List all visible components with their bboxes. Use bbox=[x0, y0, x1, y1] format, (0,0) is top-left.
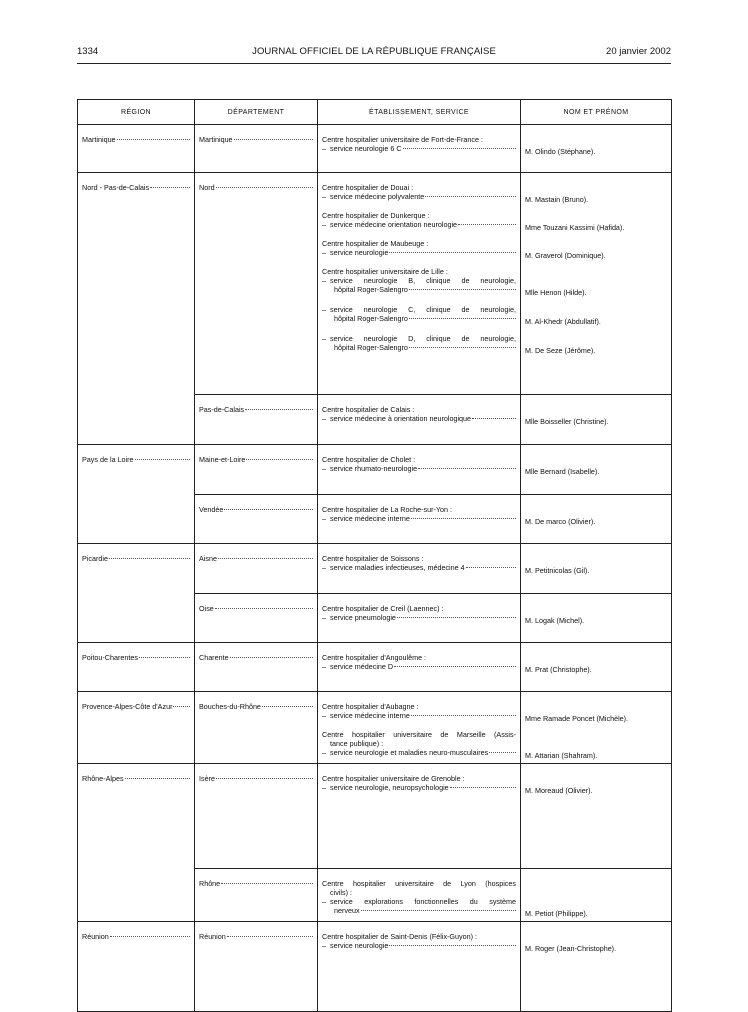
dash-marker: – bbox=[322, 464, 326, 473]
etablissement-name: Centre hospitalier de Cholet : bbox=[322, 455, 416, 464]
service-item bbox=[322, 220, 516, 229]
column-header: DÉPARTEMENT bbox=[195, 100, 318, 125]
service-line: service rhumato-neurologie bbox=[330, 464, 516, 473]
etablissement-name: Centre hospitalier universitaire de Marseille (Assis- bbox=[322, 730, 516, 739]
service-line: service médecine orientation neurologie bbox=[330, 220, 516, 229]
service-line: service médecine D bbox=[330, 662, 516, 671]
region-name: Provence-Alpes-Côte d'Azur bbox=[82, 702, 190, 711]
nom-cell bbox=[521, 544, 672, 594]
departement-cell bbox=[195, 869, 318, 922]
person-name: M. De Seze (Jérôme). bbox=[525, 345, 596, 355]
person-name: Mme Ramade Poncet (Michèle). bbox=[525, 713, 629, 723]
etablissement-cell bbox=[318, 643, 521, 692]
region-cell bbox=[78, 125, 195, 173]
departement-cell bbox=[195, 692, 318, 764]
service-item bbox=[322, 711, 516, 720]
departement-name: Vendée bbox=[199, 505, 313, 514]
region-name: Martinique bbox=[82, 135, 190, 144]
header-rule bbox=[77, 63, 671, 64]
departement-cell bbox=[195, 594, 318, 643]
dash-marker: – bbox=[322, 144, 326, 153]
etablissement-cell bbox=[318, 544, 521, 594]
person-name: Mlle Henon (Hilde). bbox=[525, 287, 587, 297]
service-line: service neurologie B, clinique de neurologie, bbox=[330, 276, 516, 285]
region-cell bbox=[78, 173, 195, 395]
service-line: hôpital Roger-Salengro bbox=[330, 285, 516, 294]
dash-marker: – bbox=[322, 334, 326, 343]
departement-name: Charente bbox=[199, 653, 313, 662]
region-cell bbox=[78, 869, 195, 922]
dash-marker: – bbox=[322, 662, 326, 671]
nom-cell bbox=[521, 173, 672, 395]
table-row bbox=[78, 544, 672, 594]
departement-name: Pas-de-Calais bbox=[199, 405, 313, 414]
service-item bbox=[322, 305, 516, 323]
etablissement-cell bbox=[318, 692, 521, 764]
region-name: Réunion bbox=[82, 932, 190, 941]
service-item bbox=[322, 783, 516, 792]
departement-cell bbox=[195, 445, 318, 495]
service-line: nerveux bbox=[330, 906, 516, 915]
departement-cell bbox=[195, 495, 318, 544]
dash-marker: – bbox=[322, 414, 326, 423]
service-item bbox=[322, 276, 516, 294]
dash-marker: – bbox=[322, 305, 326, 314]
region-cell bbox=[78, 922, 195, 1012]
region-cell bbox=[78, 764, 195, 869]
person-name: Mlle Bernard (Isabelle). bbox=[525, 466, 600, 476]
etablissement-entry bbox=[322, 702, 516, 720]
nom-cell bbox=[521, 922, 672, 1012]
service-line: service neurologie et maladies neuro-musculaires bbox=[330, 748, 516, 757]
etablissement-name: Centre hospitalier de Calais : bbox=[322, 405, 415, 414]
etablissement-entry bbox=[322, 267, 516, 352]
etablissement-cell bbox=[318, 445, 521, 495]
page-number: 1334 bbox=[77, 46, 99, 57]
departement-name: Bouches-du-Rhône bbox=[199, 702, 313, 711]
dash-marker: – bbox=[322, 248, 326, 257]
etablissement-name: Centre hospitalier universitaire de Fort-de-France : bbox=[322, 135, 483, 144]
etablissement-name: Centre hospitalier de La Roche-sur-Yon : bbox=[322, 505, 452, 514]
nom-cell bbox=[521, 764, 672, 869]
departement-name: Aisne bbox=[199, 554, 313, 563]
person-name: M. Roger (Jean-Christophe). bbox=[525, 943, 617, 953]
region-name: Rhône-Alpes bbox=[82, 774, 190, 783]
table-header-row bbox=[78, 100, 672, 125]
departement-cell bbox=[195, 544, 318, 594]
table-row bbox=[78, 395, 672, 445]
dash-marker: – bbox=[322, 711, 326, 720]
departement-cell bbox=[195, 395, 318, 445]
departement-name: Oise bbox=[199, 604, 313, 613]
column-header: NOM ET PRÉNOM bbox=[521, 100, 672, 125]
service-item bbox=[322, 563, 516, 572]
service-line: service médecine à orientation neurologique bbox=[330, 414, 516, 423]
etablissement-entry bbox=[322, 405, 516, 423]
nom-cell bbox=[521, 594, 672, 643]
service-item bbox=[322, 748, 516, 757]
table-row bbox=[78, 594, 672, 643]
etablissement-entry bbox=[322, 604, 516, 622]
etablissement-cell bbox=[318, 125, 521, 173]
service-line: service neurologie 6 C bbox=[330, 144, 516, 153]
etablissement-name-cont: civils) : bbox=[330, 888, 352, 897]
service-line: service neurologie, neuropsychologie bbox=[330, 783, 516, 792]
service-line: hôpital Roger-Salengro bbox=[330, 343, 516, 352]
service-line: service médecine interne bbox=[330, 514, 516, 523]
etablissement-entry bbox=[322, 455, 516, 473]
region-name: Nord - Pas-de-Calais bbox=[82, 183, 190, 192]
table-row bbox=[78, 173, 672, 395]
etablissement-name: Centre hospitalier universitaire de Lille : bbox=[322, 267, 448, 276]
journal-title: JOURNAL OFFICIEL DE LA RÉPUBLIQUE FRANÇAISE bbox=[252, 46, 496, 57]
etablissement-name-cont: tance publique) : bbox=[330, 739, 384, 748]
service-item bbox=[322, 192, 516, 201]
person-name: M. Prat (Christophe). bbox=[525, 664, 592, 674]
etablissement-cell bbox=[318, 764, 521, 869]
service-line: service maladies infectieuses, médecine 4 bbox=[330, 563, 516, 572]
service-line: hôpital Roger-Salengro bbox=[330, 314, 516, 323]
etablissement-entry bbox=[322, 505, 516, 523]
dash-marker: – bbox=[322, 514, 326, 523]
service-line: service explorations fonctionnelles du système bbox=[330, 897, 516, 906]
dash-marker: – bbox=[322, 941, 326, 950]
departement-cell bbox=[195, 764, 318, 869]
service-item bbox=[322, 334, 516, 352]
person-name: M. De marco (Olivier). bbox=[525, 516, 596, 526]
service-item bbox=[322, 613, 516, 622]
nom-cell bbox=[521, 869, 672, 922]
etablissement-name: Centre hospitalier universitaire de Grenoble : bbox=[322, 774, 465, 783]
etablissement-name: Centre hospitalier de Dunkerque : bbox=[322, 211, 430, 220]
person-name: M. Olindo (Stéphane). bbox=[525, 146, 596, 156]
departement-name: Nord bbox=[199, 183, 313, 192]
etablissement-entry bbox=[322, 239, 516, 257]
region-cell bbox=[78, 495, 195, 544]
departement-cell bbox=[195, 922, 318, 1012]
table-row bbox=[78, 125, 672, 173]
nom-cell bbox=[521, 125, 672, 173]
etablissement-entry bbox=[322, 932, 516, 950]
table-row bbox=[78, 764, 672, 869]
column-header: ÉTABLISSEMENT, SERVICE bbox=[318, 100, 521, 125]
departement-name: Rhône bbox=[199, 879, 313, 888]
service-line: service médecine polyvalente bbox=[330, 192, 516, 201]
dash-marker: – bbox=[322, 220, 326, 229]
dash-marker: – bbox=[322, 192, 326, 201]
person-name: M. Moreaud (Olivier). bbox=[525, 785, 593, 795]
etablissement-entry bbox=[322, 653, 516, 671]
region-cell bbox=[78, 544, 195, 594]
nom-cell bbox=[521, 445, 672, 495]
service-line: service neurologie C, clinique de neurologie, bbox=[330, 305, 516, 314]
etablissement-name: Centre hospitalier de Saint-Denis (Félix-Guyon) : bbox=[322, 932, 477, 941]
service-item bbox=[322, 248, 516, 257]
region-name: Poitou-Charentes bbox=[82, 653, 190, 662]
table-row bbox=[78, 445, 672, 495]
etablissement-entry bbox=[322, 554, 516, 572]
service-line: service neurologie bbox=[330, 248, 516, 257]
person-name: M. Petiot (Philippe). bbox=[525, 908, 588, 918]
region-cell bbox=[78, 395, 195, 445]
etablissement-entry bbox=[322, 211, 516, 229]
person-name: M. Mastain (Bruno). bbox=[525, 194, 589, 204]
service-item bbox=[322, 414, 516, 423]
person-name: Mlle Boisseller (Christine). bbox=[525, 416, 609, 426]
person-name: M. Attarian (Shahram). bbox=[525, 750, 598, 760]
service-line: service pneumologie bbox=[330, 613, 516, 622]
table-row bbox=[78, 922, 672, 1012]
departement-name: Isère bbox=[199, 774, 313, 783]
service-line: service médecine interne bbox=[330, 711, 516, 720]
column-header: RÉGION bbox=[78, 100, 195, 125]
region-cell bbox=[78, 643, 195, 692]
etablissement-cell bbox=[318, 173, 521, 395]
region-cell bbox=[78, 692, 195, 764]
issue-date: 20 janvier 2002 bbox=[606, 46, 671, 57]
nom-cell bbox=[521, 692, 672, 764]
departement-cell bbox=[195, 643, 318, 692]
dash-marker: – bbox=[322, 783, 326, 792]
service-item bbox=[322, 514, 516, 523]
table-row bbox=[78, 643, 672, 692]
dash-marker: – bbox=[322, 748, 326, 757]
etablissement-cell bbox=[318, 495, 521, 544]
dash-marker: – bbox=[322, 276, 326, 285]
etablissement-cell bbox=[318, 395, 521, 445]
departement-name: Martinique bbox=[199, 135, 313, 144]
page-header bbox=[77, 46, 671, 60]
region-cell bbox=[78, 445, 195, 495]
person-name: M. Petitnicolas (Gil). bbox=[525, 565, 590, 575]
etablissement-name: Centre hospitalier de Creil (Laennec) : bbox=[322, 604, 444, 613]
region-name: Picardie bbox=[82, 554, 190, 563]
person-name: M. Al-Khedr (Abdullatif). bbox=[525, 316, 601, 326]
service-line: service neurologie bbox=[330, 941, 516, 950]
person-name: Mme Touzani Kassimi (Hafida). bbox=[525, 222, 625, 232]
service-item bbox=[322, 464, 516, 473]
service-item bbox=[322, 941, 516, 950]
etablissement-entry bbox=[322, 183, 516, 201]
table-row bbox=[78, 495, 672, 544]
departement-name: Réunion bbox=[199, 932, 313, 941]
etablissement-entry bbox=[322, 879, 516, 915]
departement-cell bbox=[195, 125, 318, 173]
etablissement-name: Centre hospitalier d'Aubagne : bbox=[322, 702, 419, 711]
dash-marker: – bbox=[322, 613, 326, 622]
service-item bbox=[322, 662, 516, 671]
nom-cell bbox=[521, 495, 672, 544]
etablissement-entry bbox=[322, 774, 516, 792]
departement-name: Maine-et-Loire bbox=[199, 455, 313, 464]
table-row bbox=[78, 692, 672, 764]
etablissement-cell bbox=[318, 594, 521, 643]
service-line: service neurologie D, clinique de neurologie, bbox=[330, 334, 516, 343]
etablissement-entry bbox=[322, 135, 516, 153]
etablissement-name: Centre hospitalier de Maubeuge : bbox=[322, 239, 429, 248]
region-name: Pays de la Loire bbox=[82, 455, 190, 464]
person-name: M. Logak (Michel). bbox=[525, 615, 585, 625]
etablissement-cell bbox=[318, 869, 521, 922]
nom-cell bbox=[521, 395, 672, 445]
dash-marker: – bbox=[322, 563, 326, 572]
person-name: M. Graverol (Dominique). bbox=[525, 250, 606, 260]
region-cell bbox=[78, 594, 195, 643]
nom-cell bbox=[521, 643, 672, 692]
table-row bbox=[78, 869, 672, 922]
etablissement-name: Centre hospitalier universitaire de Lyon (hospices bbox=[322, 879, 516, 888]
etablissement-cell bbox=[318, 922, 521, 1012]
etablissement-name: Centre hospitalier de Soissons : bbox=[322, 554, 424, 563]
service-item bbox=[322, 144, 516, 153]
etablissement-entry bbox=[322, 730, 516, 757]
service-item bbox=[322, 897, 516, 915]
etablissement-name: Centre hospitalier de Douai : bbox=[322, 183, 414, 192]
etablissement-name: Centre hospitalier d'Angoulême : bbox=[322, 653, 427, 662]
dash-marker: – bbox=[322, 897, 326, 906]
departement-cell bbox=[195, 173, 318, 395]
appointments-table bbox=[77, 99, 672, 1012]
